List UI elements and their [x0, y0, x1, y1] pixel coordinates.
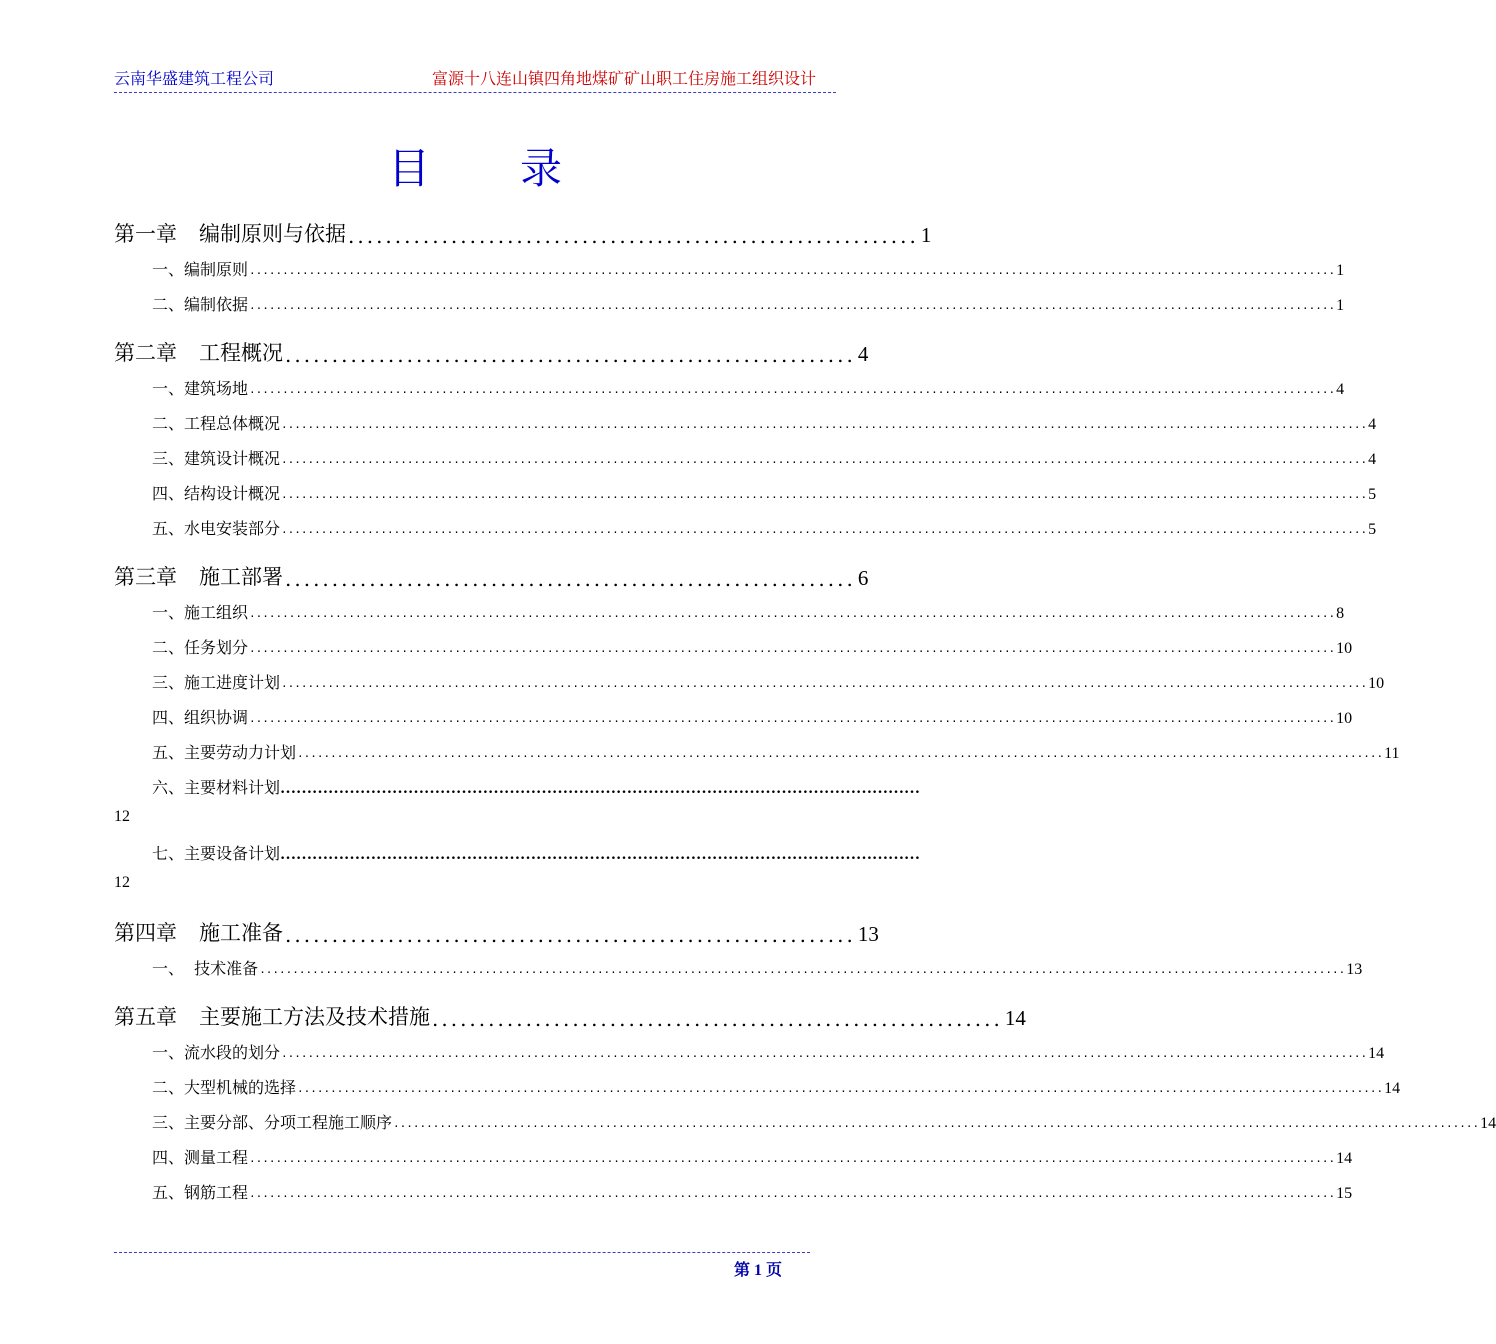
toc-entry[interactable] — [114, 1109, 1496, 1133]
dot-leader: .................................................................................................................................................................... — [249, 607, 1336, 620]
project-title: 富源十八连山镇四角地煤矿矿山职工住房施工组织设计 — [431, 69, 816, 88]
dot-leader: ............................................................. — [285, 343, 856, 367]
toc-chapter-3[interactable] — [114, 561, 869, 591]
entry-label: 七、主要设备计划 — [152, 844, 281, 863]
entry-label: 二、任务划分 — [152, 638, 249, 657]
dot-leader: ............................................................. — [285, 923, 856, 947]
toc-chapter-5[interactable] — [114, 1001, 1026, 1031]
chapter-number: 第三章 — [114, 565, 177, 589]
entry-label: 二、大型机械的选择 — [152, 1078, 297, 1097]
dot-leader: .................................................................................................................................................................... — [281, 677, 1368, 690]
entry-label: 一、 技术准备 — [152, 959, 259, 978]
entry-label: 三、主要分部、分项工程施工顺序 — [152, 1113, 393, 1132]
entry-label: 一、编制原则 — [152, 260, 249, 279]
dot-leader: ………………………………………………………………………………………………………… — [280, 780, 921, 797]
toc-entry[interactable] — [114, 291, 1345, 315]
dot-leader: .................................................................................................................................................................... — [249, 1187, 1336, 1200]
dot-leader: .................................................................................................................................................................... — [281, 488, 1368, 501]
page-number: 6 — [857, 566, 869, 590]
dot-leader: .................................................................................................................................................................... — [249, 383, 1336, 396]
toc-entry[interactable] — [114, 1039, 1385, 1063]
entry-label: 二、编制依据 — [152, 295, 249, 314]
toc-entry[interactable] — [114, 774, 921, 798]
page-number: 4 — [1368, 416, 1377, 433]
entry-label: 四、组织协调 — [152, 708, 249, 727]
page-number: 10 — [1336, 640, 1353, 657]
chapter-number: 第二章 — [114, 341, 177, 365]
dot-leader: .................................................................................................................................................................... — [249, 712, 1336, 725]
page-number: 4 — [857, 342, 869, 366]
page-number: 14 — [1480, 1115, 1496, 1132]
toc-entry[interactable] — [114, 1179, 1353, 1203]
dot-leader: .................................................................................................................................................................... — [259, 963, 1346, 976]
toc-chapter-1[interactable] — [114, 218, 932, 248]
toc-entry[interactable] — [114, 634, 1353, 658]
wrapped-page-number: 12 — [114, 808, 130, 825]
toc-entry[interactable] — [114, 739, 1400, 763]
page-number: 1 — [1336, 262, 1345, 279]
toc-entry[interactable] — [114, 840, 921, 864]
dot-leader: ............................................................. — [432, 1007, 1003, 1031]
entry-label: 五、钢筋工程 — [152, 1183, 249, 1202]
dot-leader: .................................................................................................................................................................... — [249, 642, 1336, 655]
header-divider — [114, 92, 836, 93]
entry-label: 四、测量工程 — [152, 1148, 249, 1167]
toc-title: 目录 — [387, 144, 652, 193]
toc-entry[interactable] — [114, 704, 1353, 728]
chapter-name: 工程概况 — [199, 341, 283, 365]
entry-label: 四、结构设计概况 — [152, 484, 281, 503]
footer-divider — [114, 1252, 810, 1253]
dot-leader: .................................................................................................................................................................... — [281, 1047, 1368, 1060]
dot-leader: .................................................................................................................................................................... — [281, 453, 1368, 466]
dot-leader: .................................................................................................................................................................... — [393, 1117, 1480, 1130]
page-number: 4 — [1368, 451, 1377, 468]
wrapped-page-number: 12 — [114, 874, 130, 891]
toc-chapter-4[interactable] — [114, 917, 879, 947]
company-name: 云南华盛建筑工程公司 — [114, 69, 275, 88]
toc-entry[interactable] — [114, 1144, 1353, 1168]
dot-leader: .................................................................................................................................................................... — [249, 299, 1336, 312]
entry-label: 五、水电安装部分 — [152, 519, 281, 538]
page-number: 15 — [1336, 1185, 1353, 1202]
toc-entry[interactable] — [114, 669, 1385, 693]
dot-leader: .................................................................................................................................................................... — [281, 523, 1368, 536]
page-number: 5 — [1368, 521, 1377, 538]
page-number: 14 — [1336, 1150, 1353, 1167]
page-number: 4 — [1336, 381, 1345, 398]
toc-entry[interactable] — [114, 410, 1377, 434]
dot-leader: ………………………………………………………………………………………………………… — [280, 846, 921, 863]
dot-leader: .................................................................................................................................................................... — [297, 747, 1384, 760]
toc-entry[interactable] — [114, 1074, 1401, 1098]
page-footer: 第 1 页 — [734, 1262, 783, 1279]
chapter-number: 第四章 — [114, 921, 177, 945]
dot-leader: ............................................................. — [285, 567, 856, 591]
toc-entry[interactable] — [114, 515, 1377, 539]
chapter-name: 施工准备 — [199, 921, 283, 945]
dot-leader: ............................................................. — [348, 224, 919, 248]
entry-label: 三、施工进度计划 — [152, 673, 281, 692]
page-header — [114, 66, 836, 92]
toc-entry[interactable] — [114, 256, 1345, 280]
page-number: 5 — [1368, 486, 1377, 503]
toc-entry[interactable] — [114, 955, 1363, 979]
toc-entry[interactable] — [114, 480, 1377, 504]
dot-leader: .................................................................................................................................................................... — [249, 264, 1336, 277]
entry-label: 一、施工组织 — [152, 603, 249, 622]
page-number: 11 — [1384, 745, 1400, 762]
entry-label: 一、建筑场地 — [152, 379, 249, 398]
entry-label: 二、工程总体概况 — [152, 414, 281, 433]
page-number: 13 — [1346, 961, 1363, 978]
dot-leader: .................................................................................................................................................................... — [281, 418, 1368, 431]
entry-label: 一、流水段的划分 — [152, 1043, 281, 1062]
page-number: 10 — [1368, 675, 1385, 692]
toc-chapter-2[interactable] — [114, 337, 869, 367]
dot-leader: .................................................................................................................................................................... — [249, 1152, 1336, 1165]
toc-entry[interactable] — [114, 445, 1377, 469]
chapter-name: 主要施工方法及技术措施 — [199, 1005, 430, 1029]
page-number: 14 — [1368, 1045, 1385, 1062]
toc-entry[interactable] — [114, 375, 1345, 399]
dot-leader: .................................................................................................................................................................... — [297, 1082, 1384, 1095]
chapter-name: 施工部署 — [199, 565, 283, 589]
page-number: 1 — [1336, 297, 1345, 314]
page-number: 1 — [920, 223, 932, 247]
entry-label: 六、主要材料计划 — [152, 778, 281, 797]
page-number: 10 — [1336, 710, 1353, 727]
toc-entry[interactable] — [114, 599, 1345, 623]
entry-label: 三、建筑设计概况 — [152, 449, 281, 468]
page-number: 8 — [1336, 605, 1345, 622]
page-number: 14 — [1004, 1006, 1026, 1030]
chapter-number: 第一章 — [114, 222, 177, 246]
chapter-number: 第五章 — [114, 1005, 177, 1029]
entry-label: 五、主要劳动力计划 — [152, 743, 297, 762]
page-number: 13 — [857, 922, 879, 946]
page-number: 14 — [1384, 1080, 1401, 1097]
chapter-name: 编制原则与依据 — [199, 222, 346, 246]
